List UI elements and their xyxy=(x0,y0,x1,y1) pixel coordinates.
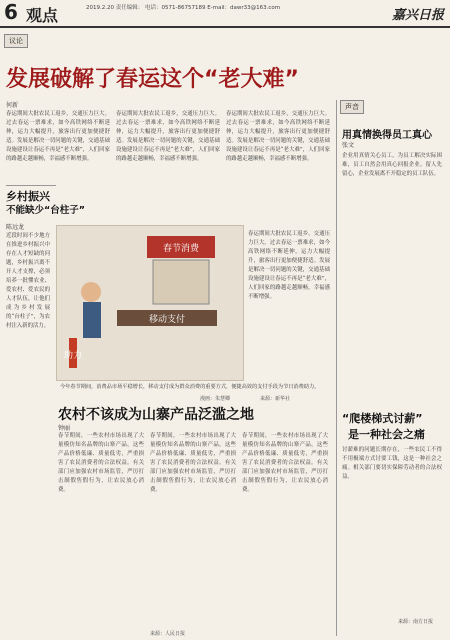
article3-col1: 春节期间，一些农村市场出现了大量模仿知名品牌的山寨产品，这些产品价格低廉、质量低劣，严重损害了农民消费者的合法权益。有关部门应加强农村市场监管，严厉打击制假售假行为，让农民放心消费。 xyxy=(58,433,144,493)
sidebar-divider xyxy=(336,100,337,636)
cartoon-caption: 今年春节期间，消费品市场平稳增长，移动支付成为群众消费的重要方式，便捷高效的支付手段为节日消费助力。 xyxy=(60,384,320,390)
sidebar xyxy=(340,120,446,630)
paper-name: 嘉兴日报 xyxy=(391,8,444,23)
article3-title: 农村不该成为山寨产品泛滥之地 xyxy=(58,407,254,423)
article2-title: 乡村振兴 xyxy=(6,190,50,203)
shop-front xyxy=(153,260,209,304)
sidebar-title: 用真情换得员工真心 xyxy=(342,130,432,141)
masthead-meta: 2019.2.20 责任编辑： 电话：0571-86757189 E-mail：dawr33@163.com xyxy=(86,5,281,11)
cartoon-author: 漫画：朱慧卿 xyxy=(200,396,231,402)
cartoon-banner: 移动支付 xyxy=(148,315,186,325)
divider xyxy=(6,185,56,186)
section-tag: 议论 xyxy=(4,34,28,48)
sidebar-title2: “爬楼梯式讨薪” xyxy=(342,412,423,425)
article2-byline: 陈远龙 xyxy=(6,224,25,231)
article3-col2: 春节期间，一些农村市场出现了大量模仿知名品牌的山寨产品，这些产品价格低廉、质量低劣，严重损害了农民消费者的合法权益。有关部门应加强农村市场监管，严厉打击制假售假行为，让农民放心消费。 xyxy=(150,433,236,493)
main-byline: 何新 xyxy=(6,102,19,109)
article2-text: 近段时间不少地方在推进乡村振兴中存在人才短缺的问题，乡村振兴离不开人才支撑，必须培养一批懂农业、爱农村、爱农民的人才队伍，让他们成为乡村发展的“台柱子”，为农村注入新的活力。 xyxy=(6,233,50,329)
sidebar-byline: 张文 xyxy=(342,142,355,149)
article3-col3: 春节期间，一些农村市场出现了大量模仿知名品牌的山寨产品，这些产品价格低廉、质量低劣，严重损害了农民消费者的合法权益。有关部门应加强农村市场监管，严厉打击制假售假行为，让农民放心消费。 xyxy=(242,433,328,493)
article2-title2: 不能缺少“台柱子” xyxy=(6,205,85,216)
sidebar-tag: 声音 xyxy=(340,100,364,114)
cartoon-sign: 春节消费 xyxy=(162,244,200,254)
figure-head xyxy=(81,282,101,302)
cartoon-label: 助力 xyxy=(63,351,83,361)
cartoon-side-text: 春运期间大批农民工返乡，交通压力巨大。过去春运一票难求，如今高铁网络不断延伸，运力大幅提升，旅客出行更加便捷舒适。发展是解决一切问题的关键，交通基础设施建设让春运不再是“老大难”，人们回家的路越走越顺畅，幸福感不断增强。 xyxy=(248,231,330,300)
cartoon-illustration xyxy=(57,226,243,380)
sidebar-source: 来源：南方日报 xyxy=(398,619,434,625)
article3-byline: 钟丽 xyxy=(58,425,71,432)
masthead xyxy=(0,0,450,28)
figure-body xyxy=(83,302,101,338)
main-article-col2: 春运期间大批农民工返乡，交通压力巨大。过去春运一票难求，如今高铁网络不断延伸，运力大幅提升，旅客出行更加便捷舒适。发展是解决一切问题的关键，交通基础设施建设让春运不再是“老大难”，人们回家的路越走越顺畅，幸福感不断增强。 xyxy=(116,111,220,162)
section-title: 观点 xyxy=(26,6,59,25)
main-article-col3: 春运期间大批农民工返乡，交通压力巨大。过去春运一票难求，如今高铁网络不断延伸，运力大幅提升，旅客出行更加便捷舒适。发展是解决一切问题的关键，交通基础设施建设让春运不再是“老大难”，人们回家的路越走越顺畅，幸福感不断增强。 xyxy=(226,111,330,162)
main-article-col1: 春运期间大批农民工返乡，交通压力巨大。过去春运一票难求，如今高铁网络不断延伸，运力大幅提升，旅客出行更加便捷舒适。发展是解决一切问题的关键，交通基础设施建设让春运不再是“老大难”，人们回家的路越走越顺畅，幸福感不断增强。 xyxy=(6,111,110,162)
article3-source: 来源：人民日报 xyxy=(150,631,186,637)
page-number: 6 xyxy=(4,0,18,24)
sidebar-text: 企业用真情关心员工，为员工解决实际困难，员工自然会用真心回报企业。留人先留心，企业发展离不开稳定的员工队伍。 xyxy=(342,153,442,177)
sidebar-text2: 讨薪难的问题长期存在，一些农民工不得不用极端方式讨要工钱，这是一种社会之痛。相关部门要切实保障劳动者的合法权益。 xyxy=(342,447,442,480)
cartoon xyxy=(56,225,244,381)
sidebar-title3: 是一种社会之痛 xyxy=(348,428,425,441)
main-headline: 发展破解了春运这个“老大难” xyxy=(6,67,299,92)
cartoon-source: 来源：新华社 xyxy=(260,396,291,402)
